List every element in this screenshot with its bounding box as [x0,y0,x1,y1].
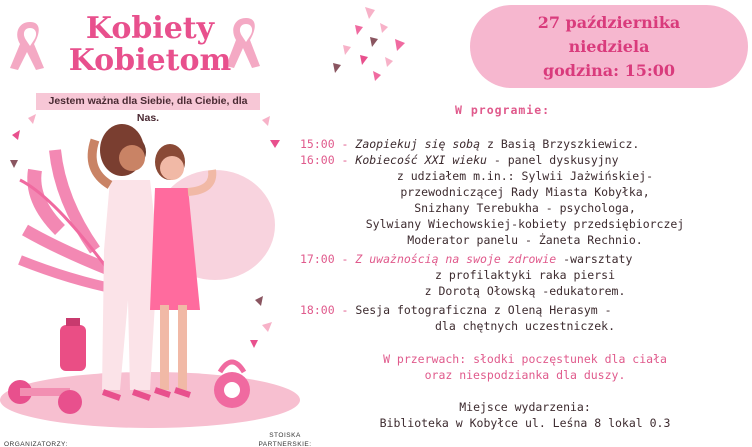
program-item-1 [300,136,639,152]
program-item-4-rest: Sesja fotograficzna z Oleną Herasym - [355,303,612,317]
program-item-2-rest: - panel dyskusyjny [493,153,619,167]
program-item-3-title: Z uważnością na swoje zdrowie [355,252,557,266]
title-line-1: Kobiety [85,11,215,46]
venue-label: Miejsce wydarzenia: [459,400,591,414]
program-item-3 [300,251,632,267]
program-item-4-time: 18:00 - [300,303,349,317]
stands-label-line-2: PARTNERSKIE: [258,441,312,447]
program-item-3-line: z profilaktyki raka piersi [434,268,615,282]
program-item-3-time: 17:00 - [300,252,349,266]
program-item-2-title: Kobiecość XXI wieku [355,153,487,167]
date-line-3: godzina: 15:00 [542,61,676,80]
program-item-4 [300,302,612,318]
date-line-1: 27 października [537,13,681,32]
program-item-3-line: z Dorotą Ołowską -edukatorem. [424,284,626,298]
break-info-line-1: W przerwach: słodki poczęstunek dla ciała [383,352,667,366]
program-item-2 [300,152,619,168]
program-item-1-title: Zaopiekuj się sobą [355,137,481,151]
program-item-2-line: z udziałem m.in.: Sylwii Jażwińskiej- [396,169,654,183]
program-item-2-time: 16:00 - [300,153,349,167]
break-info-line-2: oraz niespodzianka dla duszy. [424,368,626,382]
program-item-1-time: 15:00 - [300,137,349,151]
organizers-label: ORGANIZATORZY: [4,441,68,447]
date-line-2: niedziela [568,37,650,56]
program-item-2-line: Snizhany Terebukha - psychologa, [414,201,636,215]
stands-label-line-1: STOISKA [269,432,301,439]
triangle-decoration [325,5,415,85]
program-item-2-line: przewodniczącej Rady Miasta Kobyłka, [400,185,650,199]
tagline: Jestem ważna dla Siebie, dla Ciebie, dla Nas. [36,93,260,110]
program-item-4-line: dla chętnych uczestniczek. [434,319,615,333]
program-item-1-rest: z Basią Brzyszkiewicz. [486,137,640,151]
program-heading: W programie: [455,103,551,117]
program-item-3-rest: -warsztaty [563,252,633,266]
program-item-2-line: Moderator panelu - Żaneta Rechnio. [407,233,643,247]
venue-address: Biblioteka w Kobyłce ul. Leśna 8 lokal 0.3 [379,416,671,430]
title-line-2: Kobietom [68,43,232,78]
program-item-2-line: Sylwiany Wiechowskiej-kobiety przedsiębiorczej [365,217,685,231]
awareness-ribbon-left-icon [10,22,44,70]
